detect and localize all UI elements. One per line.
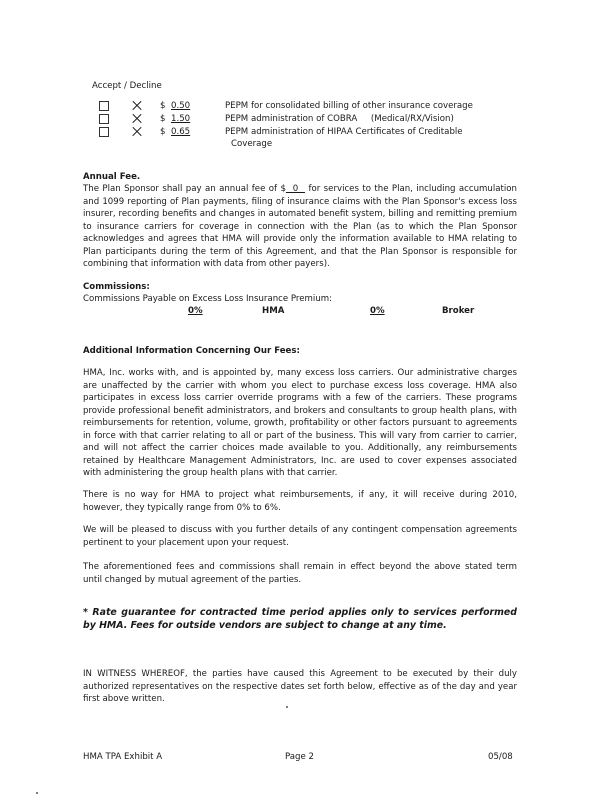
accept-checkbox[interactable] bbox=[99, 114, 109, 124]
annual-fee-value: 0 bbox=[285, 184, 306, 194]
annual-fee-text-after: for services to the Plan, including accumulation and 1099 reporting of Plan payments, filing of insurance claims with the Plan Sponsor's excess loss insurer, recording benefits and changes in automated benefit system, billing and remitting premium to insurance carriers for coverage in connection with the Plan (as to which the Plan Sponsor acknowledges and agrees that HMA will provide only the information available to HMA relating to Plan participants during the term of this Agreement, and that the Plan Sponsor is responsible for combining that information with data from other payers). bbox=[83, 184, 517, 269]
decline-checkbox[interactable] bbox=[132, 114, 142, 124]
additional-info-paragraph-2: There is no way for HMA to project what reimbursements, if any, it will receive during 2010, however, they typically range from 0% to 6%. bbox=[83, 490, 517, 513]
rate-guarantee-note: * Rate guarantee for contracted time period applies only to services performed by HMA. Fees for outside vendors are subject to change at any time. bbox=[83, 607, 517, 631]
additional-info-paragraph-4: The aforementioned fees and commissions shall remain in effect beyond the above stated term until changed by mutual agreement of the parties. bbox=[83, 562, 517, 585]
option-description: PEPM administration of HIPAA Certificates of Creditable bbox=[225, 127, 463, 137]
footer-left: HMA TPA Exhibit A bbox=[83, 752, 163, 762]
footer-date: 05/08 bbox=[488, 752, 513, 762]
accept-decline-label: Accept / Decline bbox=[92, 81, 162, 91]
hma-label: HMA bbox=[262, 306, 285, 316]
dollar-sign: $ bbox=[160, 101, 166, 111]
amount-value: 0.50 bbox=[171, 101, 191, 111]
scan-speck bbox=[286, 706, 288, 708]
commissions-heading: Commissions: bbox=[83, 282, 150, 292]
decline-checkbox[interactable] bbox=[132, 127, 142, 137]
footer-page-number: Page 2 bbox=[285, 752, 315, 762]
dollar-sign: $ bbox=[160, 114, 166, 124]
hma-percentage: 0% bbox=[188, 306, 203, 316]
broker-percentage: 0% bbox=[370, 306, 385, 316]
amount-value: 1.50 bbox=[171, 114, 191, 124]
additional-info-paragraph-1: HMA, Inc. works with, and is appointed by, many excess loss carriers. Our administrative charges are unaffected by the carrier with whom you elect to purchase excess loss coverage. HMA also participates in excess loss carrier override programs with a few of the carriers. These programs provide professional benefit administrators, and brokers and consultants to group health plans, with reimbursements for retention, volume, growth, profitability or other factors pursuant to agreements in force with that carrier relating to all or part of the business. This will vary from carrier to carrier, and will not affect the carrier choices made available to you. Additionally, any reimbursements retained by Healthcare Management Administrators, Inc. are used to cover expenses associated with administering the group health plans with that carrier. bbox=[83, 368, 517, 478]
amount-value: 0.65 bbox=[171, 127, 191, 137]
scan-speck bbox=[36, 792, 38, 794]
commissions-line: Commissions Payable on Excess Loss Insurance Premium: bbox=[83, 294, 333, 304]
annual-fee-paragraph bbox=[83, 183, 517, 271]
option-description: PEPM administration of COBRA (Medical/RX/Vision) bbox=[225, 114, 454, 124]
decline-checkbox[interactable] bbox=[132, 101, 142, 111]
accept-checkbox[interactable] bbox=[99, 127, 109, 137]
annual-fee-heading: Annual Fee. bbox=[83, 172, 141, 182]
witness-paragraph: IN WITNESS WHEREOF, the parties have caused this Agreement to be executed by their duly authorized representatives on the respective dates set forth below, effective as of the day and year first above written. bbox=[83, 669, 517, 704]
accept-checkbox[interactable] bbox=[99, 101, 109, 111]
additional-info-paragraph-3: We will be pleased to discuss with you further details of any contingent compensation agreements pertinent to your placement upon your request. bbox=[83, 525, 517, 548]
option-description: PEPM for consolidated billing of other insurance coverage bbox=[225, 101, 473, 111]
broker-label: Broker bbox=[442, 306, 475, 316]
additional-info-heading: Additional Information Concerning Our Fees: bbox=[83, 346, 300, 356]
dollar-sign: $ bbox=[160, 127, 166, 137]
option-description-continued: Coverage bbox=[231, 139, 273, 149]
annual-fee-text-before: The Plan Sponsor shall pay an annual fee of $ bbox=[83, 184, 286, 194]
